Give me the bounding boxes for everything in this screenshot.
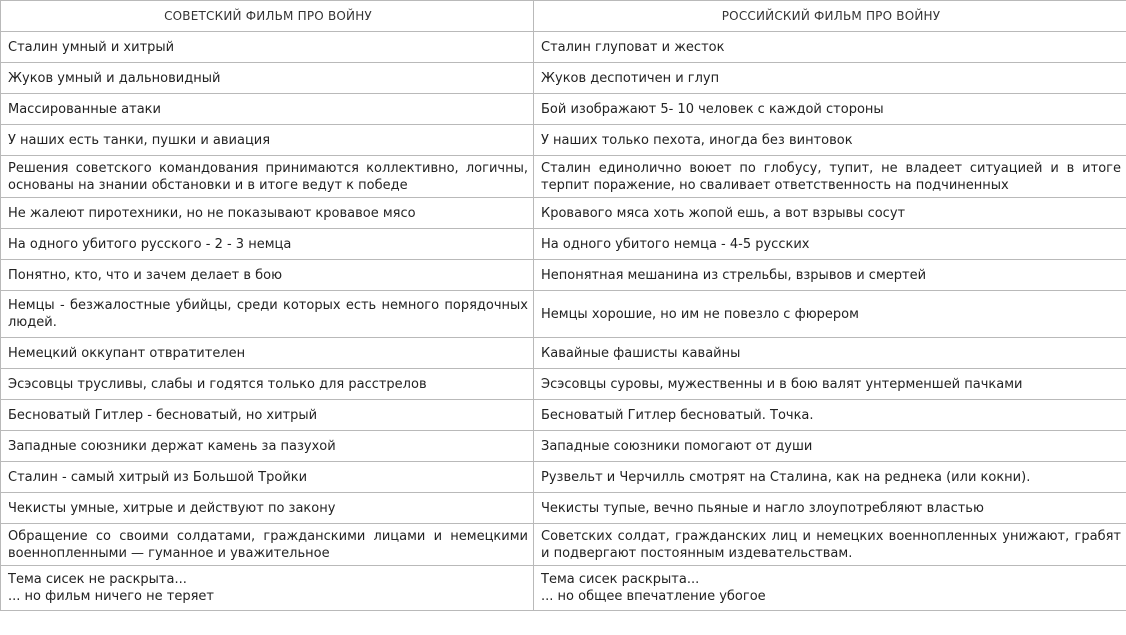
cell-soviet: Немецкий оккупант отвратителен <box>1 338 534 369</box>
cell-soviet: Жуков умный и дальновидный <box>1 63 534 94</box>
table-row <box>1 524 1126 566</box>
cell-soviet: Решения советского командования принимаются коллективно, логичны, основаны на знании обстановки и в итоге ведут к победе <box>1 156 534 198</box>
table-row <box>1 94 1126 125</box>
table-row <box>1 566 1126 611</box>
cell-russian: Бой изображают 5- 10 человек с каждой стороны <box>534 94 1126 125</box>
cell-russian: Западные союзники помогают от души <box>534 431 1126 462</box>
cell-soviet: Бесноватый Гитлер - бесноватый, но хитрый <box>1 400 534 431</box>
header-soviet: СОВЕТСКИЙ ФИЛЬМ ПРО ВОЙНУ <box>1 1 534 32</box>
table-row <box>1 156 1126 198</box>
table-row <box>1 493 1126 524</box>
table-row <box>1 260 1126 291</box>
cell-line: ... но фильм ничего не теряет <box>8 589 214 604</box>
cell-russian: Эсэсовцы суровы, мужественны и в бою валят унтерменшей пачками <box>534 369 1126 400</box>
table-row <box>1 32 1126 63</box>
cell-soviet <box>1 566 534 611</box>
cell-russian: Кавайные фашисты кавайны <box>534 338 1126 369</box>
cell-russian: Немцы хорошие, но им не повезло с фюрером <box>534 291 1126 338</box>
table-row <box>1 400 1126 431</box>
cell-soviet: Понятно, кто, что и зачем делает в бою <box>1 260 534 291</box>
cell-russian: Сталин глуповат и жесток <box>534 32 1126 63</box>
cell-russian: Советских солдат, гражданских лиц и немецких военнопленных унижают, грабят и подвергают постоянным издевательствам. <box>534 524 1126 566</box>
cell-russian: Кровавого мяса хоть жопой ешь, а вот взрывы сосут <box>534 198 1126 229</box>
table-row <box>1 462 1126 493</box>
table-row <box>1 125 1126 156</box>
cell-russian: У наших только пехота, иногда без винтовок <box>534 125 1126 156</box>
cell-soviet: Немцы - безжалостные убийцы, среди которых есть немного порядочных людей. <box>1 291 534 338</box>
table-row <box>1 229 1126 260</box>
cell-soviet: Обращение со своими солдатами, гражданскими лицами и немецкими военнопленными — гуманное и уважительное <box>1 524 534 566</box>
cell-russian <box>534 566 1126 611</box>
cell-soviet: На одного убитого русского - 2 - 3 немца <box>1 229 534 260</box>
cell-soviet: Чекисты умные, хитрые и действуют по закону <box>1 493 534 524</box>
cell-russian: Сталин единолично воюет по глобусу, тупит, не владеет ситуацией и в итоге терпит поражение, но сваливает ответственность на подчиненных <box>534 156 1126 198</box>
cell-soviet: Западные союзники держат камень за пазухой <box>1 431 534 462</box>
cell-russian: Чекисты тупые, вечно пьяные и нагло злоупотребляют властью <box>534 493 1126 524</box>
cell-russian: Непонятная мешанина из стрельбы, взрывов и смертей <box>534 260 1126 291</box>
cell-soviet: Сталин умный и хитрый <box>1 32 534 63</box>
cell-soviet: Сталин - самый хитрый из Большой Тройки <box>1 462 534 493</box>
table-row <box>1 63 1126 94</box>
cell-russian: Жуков деспотичен и глуп <box>534 63 1126 94</box>
header-row <box>1 1 1126 32</box>
table-row <box>1 198 1126 229</box>
header-russian: РОССИЙСКИЙ ФИЛЬМ ПРО ВОЙНУ <box>534 1 1126 32</box>
cell-line: ... но общее впечатление убогое <box>541 589 766 604</box>
table-row <box>1 369 1126 400</box>
cell-russian: Рузвельт и Черчилль смотрят на Сталина, как на реднека (или кокни). <box>534 462 1126 493</box>
cell-line: Тема сисек раскрыта... <box>541 572 700 587</box>
table-row <box>1 431 1126 462</box>
cell-line: Тема сисек не раскрыта... <box>8 572 187 587</box>
cell-russian: На одного убитого немца - 4-5 русских <box>534 229 1126 260</box>
table-row <box>1 338 1126 369</box>
cell-russian: Бесноватый Гитлер бесноватый. Точка. <box>534 400 1126 431</box>
cell-soviet: Не жалеют пиротехники, но не показывают кровавое мясо <box>1 198 534 229</box>
cell-soviet: Массированные атаки <box>1 94 534 125</box>
cell-soviet: У наших есть танки, пушки и авиация <box>1 125 534 156</box>
table-row <box>1 291 1126 338</box>
cell-soviet: Эсэсовцы трусливы, слабы и годятся только для расстрелов <box>1 369 534 400</box>
